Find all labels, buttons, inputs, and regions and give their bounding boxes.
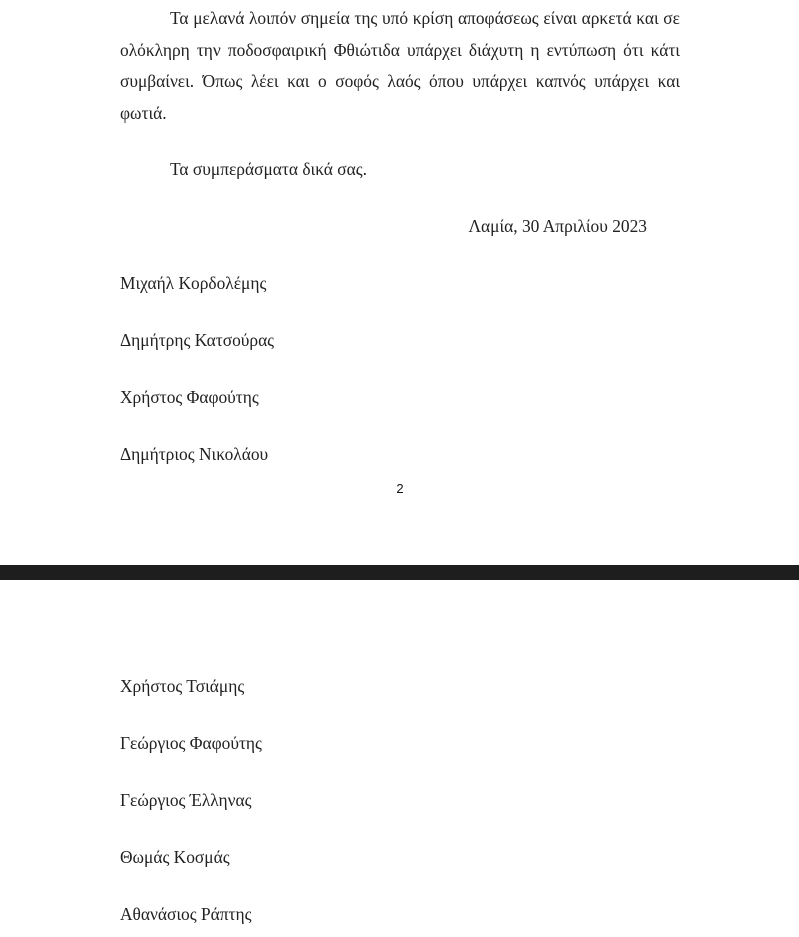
signatory-name: Δημήτριος Νικολάου — [120, 444, 269, 464]
signatory-name: Δημήτρης Κατσούρας — [120, 330, 275, 350]
signatory-name: Μιχαήλ Κορδολέμης — [120, 273, 267, 293]
signatory-name: Θωμάς Κοσμάς — [120, 847, 230, 867]
document-page-3 — [0, 580, 799, 937]
page-number: 2 — [396, 481, 404, 496]
signatory-name: Γεώργιος Έλληνας — [120, 790, 252, 810]
page-separator — [0, 565, 799, 580]
signatory-name: Χρήστος Τσιάμης — [120, 676, 245, 696]
signatory-name: Γεώργιος Φαφούτης — [120, 733, 262, 753]
signatory-name: Αθανάσιος Ράπτης — [120, 904, 252, 924]
closing-paragraph: Τα μελανά λοιπόν σημεία της υπό κρίση αποφάσεως είναι αρκετά και σε ολόκληρη την ποδοσφαιρική Φθιώτιδα υπάρχει διάχυτη η εντύπωση ότι κάτι συμβαίνει. Όπως λέει και ο σοφός λαός όπου υπάρχει καπνός υπάρχει και φωτιά. — [120, 8, 680, 123]
signatory-name: Χρήστος Φαφούτης — [120, 387, 259, 407]
place-and-date: Λαμία, 30 Απριλίου 2023 — [468, 216, 647, 236]
conclusion-sentence: Τα συμπεράσματα δικά σας. — [170, 159, 367, 179]
